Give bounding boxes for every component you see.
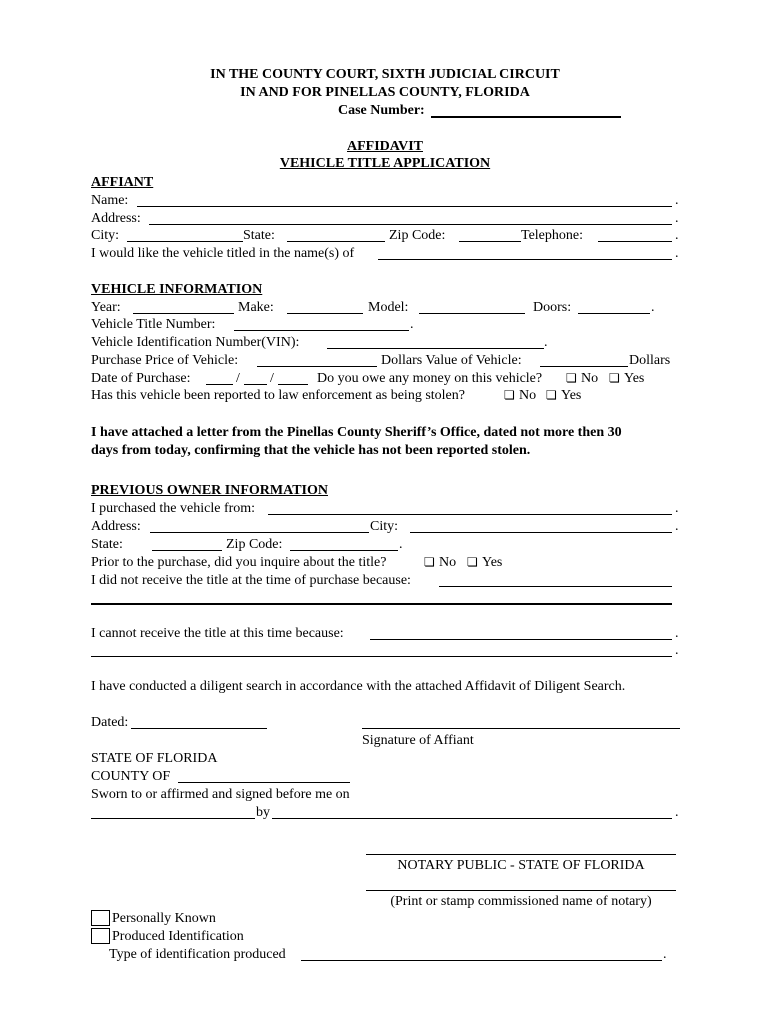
affiant-city-field[interactable] — [127, 241, 243, 242]
affiant-zip-label: Zip Code: — [389, 228, 446, 243]
court-header-line2: IN AND FOR PINELLAS COUNTY, FLORIDA — [240, 85, 530, 100]
state-of-florida-label: STATE OF FLORIDA — [91, 751, 218, 766]
notary-name-line[interactable] — [366, 890, 676, 891]
not-receive-title-field-2[interactable] — [91, 603, 672, 605]
purchase-price-label: Purchase Price of Vehicle: — [91, 353, 239, 368]
affiant-telephone-field[interactable] — [598, 241, 672, 242]
period: . — [675, 193, 679, 208]
affiant-name-label: Name: — [91, 193, 129, 208]
affiant-state-label: State: — [243, 228, 275, 243]
prev-state-field[interactable] — [152, 550, 222, 551]
period: . — [675, 643, 679, 658]
affiant-zip-field[interactable] — [459, 241, 521, 242]
prev-zip-label: Zip Code: — [226, 537, 283, 552]
period: . — [663, 947, 667, 962]
not-receive-title-field[interactable] — [439, 586, 672, 587]
period: . — [544, 335, 548, 350]
cannot-receive-label: I cannot receive the title at this time because: — [91, 626, 344, 641]
owe-money-no-checkbox[interactable]: ❏ — [566, 371, 577, 385]
date-slash: / — [236, 371, 240, 386]
purchased-from-label: I purchased the vehicle from: — [91, 501, 256, 516]
vehicle-model-label: Model: — [368, 300, 409, 315]
vehicle-heading: VEHICLE INFORMATION — [91, 282, 263, 297]
sworn-by-field[interactable] — [272, 818, 672, 819]
prev-address-label: Address: — [91, 519, 141, 534]
by-label: by — [256, 805, 270, 820]
inquire-yes-label: Yes — [482, 555, 503, 570]
not-receive-title-label: I did not receive the title at the time of purchase because: — [91, 573, 411, 588]
prev-state-label: State: — [91, 537, 123, 552]
purchase-price-field[interactable] — [257, 366, 377, 367]
cannot-receive-field-2[interactable] — [91, 656, 672, 657]
titled-names-label: I would like the vehicle titled in the name(s) of — [91, 246, 355, 261]
affiant-city-label: City: — [91, 228, 120, 243]
titled-names-field[interactable] — [378, 259, 672, 260]
personally-known-label: Personally Known — [112, 911, 216, 926]
period: . — [675, 246, 679, 261]
affiant-state-field[interactable] — [287, 241, 385, 242]
stolen-yes-checkbox[interactable]: ❏ — [546, 388, 557, 402]
affiant-signature-line[interactable] — [362, 728, 680, 729]
sworn-label: Sworn to or affirmed and signed before me on — [91, 787, 350, 802]
dated-label: Dated: — [91, 715, 129, 730]
inquire-title-label: Prior to the purchase, did you inquire about the title? — [91, 555, 387, 570]
signature-of-affiant-label: Signature of Affiant — [362, 733, 474, 748]
inquire-yes-checkbox[interactable]: ❏ — [467, 555, 478, 569]
diligent-search-statement: I have conducted a diligent search in accordance with the attached Affidavit of Diligent Search. — [91, 679, 626, 694]
purchased-from-field[interactable] — [268, 514, 672, 515]
affiant-telephone-label: Telephone: — [521, 228, 583, 243]
vin-field[interactable] — [327, 348, 544, 349]
period: . — [675, 211, 679, 226]
vehicle-year-label: Year: — [91, 300, 121, 315]
period: . — [675, 501, 679, 516]
affiant-address-field[interactable] — [149, 224, 672, 225]
stolen-label: Has this vehicle been reported to law enforcement as being stolen? — [91, 388, 465, 403]
vehicle-doors-field[interactable] — [578, 313, 650, 314]
dated-field[interactable] — [131, 728, 267, 729]
stolen-yes-label: Yes — [561, 388, 582, 403]
inquire-no-label: No — [439, 555, 457, 570]
county-of-label: COUNTY OF — [91, 769, 171, 784]
title-number-label: Vehicle Title Number: — [91, 317, 216, 332]
document-title: VEHICLE TITLE APPLICATION — [279, 156, 491, 171]
dollars-label: Dollars — [629, 353, 671, 368]
personally-known-checkbox[interactable] — [91, 910, 110, 926]
date-of-purchase-label: Date of Purchase: — [91, 371, 191, 386]
cannot-receive-field[interactable] — [370, 639, 672, 640]
produced-id-checkbox[interactable] — [91, 928, 110, 944]
court-header-line1: IN THE COUNTY COURT, SIXTH JUDICIAL CIRCUIT — [210, 67, 560, 82]
vehicle-year-field[interactable] — [133, 313, 234, 314]
period: . — [651, 300, 655, 315]
owe-money-yes-checkbox[interactable]: ❏ — [609, 371, 620, 385]
period: . — [399, 537, 403, 552]
affidavit-title: AFFIDAVIT — [347, 139, 423, 154]
type-of-id-label: Type of identification produced — [109, 947, 286, 962]
title-number-field[interactable] — [234, 330, 409, 331]
period: . — [675, 626, 679, 641]
county-field[interactable] — [178, 782, 350, 783]
owe-money-label: Do you owe any money on this vehicle? — [317, 371, 543, 386]
date-slash: / — [270, 371, 274, 386]
prev-address-field[interactable] — [150, 532, 369, 533]
vin-label: Vehicle Identification Number(VIN): — [91, 335, 300, 350]
affiant-heading: AFFIANT — [91, 175, 154, 190]
dollars-value-field[interactable] — [540, 366, 628, 367]
vehicle-make-label: Make: — [238, 300, 274, 315]
dollars-value-label: Dollars Value of Vehicle: — [381, 353, 522, 368]
period: . — [675, 228, 679, 243]
affiant-address-label: Address: — [91, 211, 141, 226]
sheriff-notice-line2: days from today, confirming that the vehicle has not been reported stolen. — [91, 443, 531, 458]
prev-city-field[interactable] — [410, 532, 672, 533]
type-of-id-field[interactable] — [301, 960, 662, 961]
stolen-no-checkbox[interactable]: ❏ — [504, 388, 515, 402]
produced-id-label: Produced Identification — [112, 929, 244, 944]
owe-money-no-label: No — [581, 371, 599, 386]
purchase-year-field[interactable] — [278, 384, 308, 385]
case-number-field[interactable] — [431, 116, 621, 118]
previous-owner-heading: PREVIOUS OWNER INFORMATION — [91, 483, 328, 498]
prev-city-label: City: — [370, 519, 399, 534]
prev-zip-field[interactable] — [290, 550, 398, 551]
case-number-label: Case Number: — [338, 103, 425, 118]
affiant-name-field[interactable] — [137, 206, 672, 207]
purchase-day-field[interactable] — [244, 384, 267, 385]
sworn-date-field[interactable] — [91, 818, 255, 819]
vehicle-make-field[interactable] — [287, 313, 363, 314]
purchase-month-field[interactable] — [206, 384, 233, 385]
stolen-no-label: No — [519, 388, 537, 403]
sheriff-notice-line1: I have attached a letter from the Pinellas County Sheriff’s Office, dated not more then 30 — [91, 425, 622, 440]
print-notary-name-label: (Print or stamp commissioned name of notary) — [390, 894, 652, 909]
inquire-no-checkbox[interactable]: ❏ — [424, 555, 435, 569]
vehicle-model-field[interactable] — [419, 313, 525, 314]
owe-money-yes-label: Yes — [624, 371, 645, 386]
vehicle-doors-label: Doors: — [533, 300, 572, 315]
period: . — [675, 519, 679, 534]
notary-signature-line[interactable] — [366, 854, 676, 855]
period: . — [675, 805, 679, 820]
notary-public-label: NOTARY PUBLIC - STATE OF FLORIDA — [397, 858, 645, 873]
period: . — [410, 317, 414, 332]
